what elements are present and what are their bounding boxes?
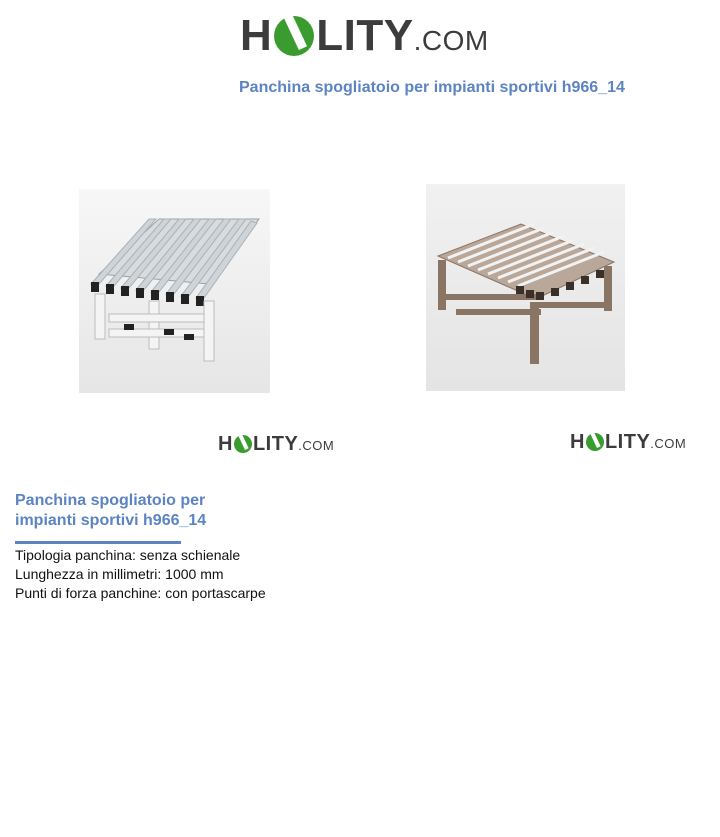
product-image-wood-bench[interactable] [426, 184, 625, 391]
spec-punti-di-forza: Punti di forza panchine: con portascarpe [15, 585, 266, 601]
holity-logo[interactable] [240, 10, 489, 61]
title-divider [15, 541, 181, 544]
logo-dotcom: .COM [650, 436, 687, 451]
logo-o-icon [274, 16, 314, 56]
product-image-white-bench[interactable] [79, 189, 270, 393]
page-title: Panchina spogliatoio per impianti sportivi h966_14 [239, 79, 625, 96]
spec-tipologia: Tipologia panchina: senza schienale [15, 547, 241, 563]
holity-logo-small-right [570, 430, 686, 454]
holity-logo-small-left [218, 432, 334, 456]
logo-letter-h: H [240, 11, 273, 60]
logo-dotcom: .COM [298, 438, 335, 453]
bench-illustration-white [79, 189, 270, 393]
product-title: Panchina spogliatoio per impianti sportivi h966_14 [15, 492, 207, 529]
logo-letters: LITY [604, 431, 651, 453]
logo-letter-h: H [218, 433, 233, 455]
logo-o-icon [234, 435, 252, 453]
bench-illustration-wood [426, 184, 625, 391]
logo-letters: LITY [252, 433, 299, 455]
logo-letters: LITY [316, 11, 414, 60]
logo-dotcom: .COM [413, 25, 489, 56]
logo-letter-h: H [570, 431, 585, 453]
spec-lunghezza: Lunghezza in millimetri: 1000 mm [15, 566, 224, 582]
logo-o-icon [586, 433, 604, 451]
